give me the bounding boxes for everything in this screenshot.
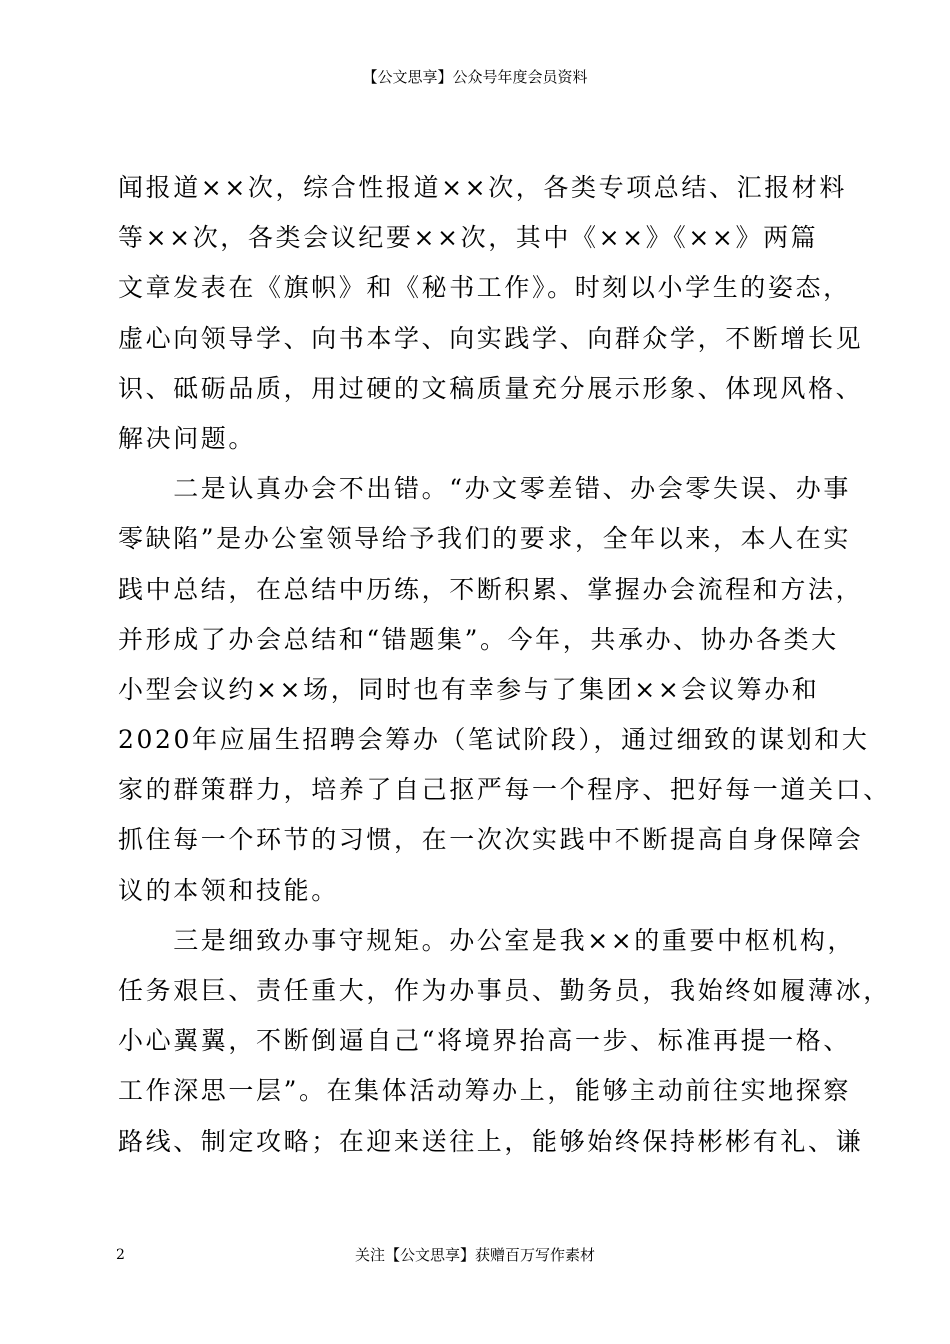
text-line: 文章发表在《旗帜》和《秘书工作》。时刻以小学生的姿态， [118, 273, 851, 303]
text-line: 二是认真办会不出错。“办文零差错、办会零失误、办事 [118, 474, 851, 504]
text-line: 等××次，各类会议纪要××次，其中《××》《××》两篇 [118, 223, 819, 253]
text-line: 议的本领和技能。 [118, 875, 339, 905]
text-line: 解决问题。 [118, 423, 257, 453]
text-line: 小型会议约××场，同时也有幸参与了集团××会议筹办和 [118, 674, 820, 704]
text-line: 2020年应届生招聘会筹办（笔试阶段），通过细致的谋划和大 [118, 725, 870, 755]
text-line: 并形成了办会总结和“错题集”。今年，共承办、协办各类大 [118, 624, 839, 654]
text-line: 闻报道××次，综合性报道××次，各类专项总结、汇报材料 [118, 173, 847, 202]
text-line: 识、砥砺品质，用过硬的文稿质量充分展示形象、体现风格、 [118, 373, 864, 403]
page-footer: 关注【公文思享】获赠百万写作素材 [354, 1246, 595, 1264]
text-line: 工作深思一层”。在集体活动筹办上，能够主动前往实地探察 [118, 1076, 851, 1106]
text-line: 践中总结，在总结中历练，不断积累、掌握办会流程和方法， [118, 574, 864, 604]
page-header: 【公文思享】公众号年度会员资料 [362, 68, 588, 86]
text-line: 任务艰巨、责任重大，作为办事员、勤务员，我始终如履薄冰， [118, 976, 891, 1005]
text-line: 路线、制定攻略；在迎来送往上，能够始终保持彬彬有礼、谦 [118, 1126, 864, 1156]
text-line: 零缺陷”是办公室领导给予我们的要求，全年以来，本人在实 [118, 524, 851, 554]
text-line: 三是细致办事守规矩。办公室是我××的重要中枢机构， [118, 925, 856, 955]
body-text [118, 168, 891, 1172]
text-line: 虚心向领导学、向书本学、向实践学、向群众学，不断增长见 [118, 323, 864, 353]
text-line: 家的群策群力，培养了自己抠严每一个程序、把好每一道关口、 [118, 775, 891, 805]
page-number: 2 [116, 1247, 125, 1263]
text-line: 小心翼翼，不断倒逼自己“将境界抬高一步、标准再提一格、 [118, 1026, 851, 1056]
text-line: 抓住每一个环节的习惯，在一次次实践中不断提高自身保障会 [118, 825, 864, 855]
